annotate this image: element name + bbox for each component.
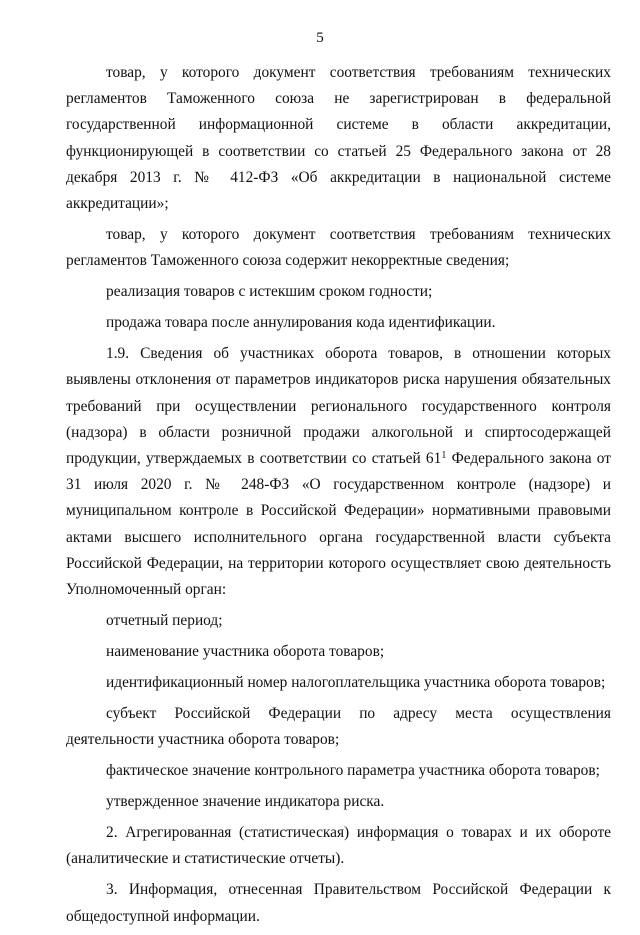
list-item-reporting-period: отчетный период; [106, 612, 223, 630]
list-item-approved-value: утвержденное значение индикатора риска. [106, 793, 385, 811]
list-item-region: субъект Российской Федерации по адресу места осуществления деятельности участника оборота товаров; [66, 705, 611, 749]
paragraph-section-2: 2. Агрегированная (статистическая) информация о товарах и их обороте (аналитические и статистические отчеты). [66, 824, 611, 868]
paragraph-section-3: 3. Информация, отнесенная Правительством Российской Федерации к общедоступной информации. [66, 881, 611, 925]
document-body [66, 60, 611, 935]
list-item-taxpayer-id: идентификационный номер налогоплательщика участника оборота товаров; [106, 674, 606, 692]
list-item-actual-value: фактическое значение контрольного параметра участника оборота товаров; [106, 762, 600, 780]
paragraph-certificate-incorrect: товар, у которого документ соответствия требованиям технических регламентов Таможенного союза содержит некорректные сведения; [66, 226, 611, 270]
paragraph-cancelled-code: продажа товара после аннулирования кода идентификации. [106, 314, 496, 332]
paragraph-expired-goods: реализация товаров с истекшим сроком годности; [106, 283, 433, 301]
paragraph-certificate-not-registered: товар, у которого документ соответствия требованиям технических регламентов Таможенного союза не зарегистрирован в федеральной государственной информационной системе в области аккредитации, функционирующей в соответствии со статьей 25 Федерального закона от 28 декабря 2013 г. № 412-ФЗ «Об аккредитации в национальной системе аккредитации»; [66, 64, 611, 213]
list-item-participant-name: наименование участника оборота товаров; [106, 643, 385, 661]
page-number: 5 [316, 30, 324, 46]
article-superscript: 1 [441, 450, 447, 462]
paragraph-section-1-9 [66, 341, 611, 603]
section-1-9-text-after: Федерального закона от 31 июля 2020 г. № 248-ФЗ «О государственном контроле (надзоре) и муниципальном контроле в Российской Федерации» нормативными правовыми актами высшего исполнительного органа государственной власти субъекта Российской Федерации, на территории которого осуществляет свою деятельность Уполномоченный орган: [66, 450, 611, 599]
section-1-9-text-before: 1.9. Сведения об участниках оборота товаров, в отношении которых выявлены отклонения от параметров индикаторов риска нарушения обязательных требований при осуществлении регионального государственного контроля (надзора) в области розничной продажи алкогольной и спиртосодержащей продукции, утверждаемых в соответствии со статьей 61 [66, 345, 611, 468]
